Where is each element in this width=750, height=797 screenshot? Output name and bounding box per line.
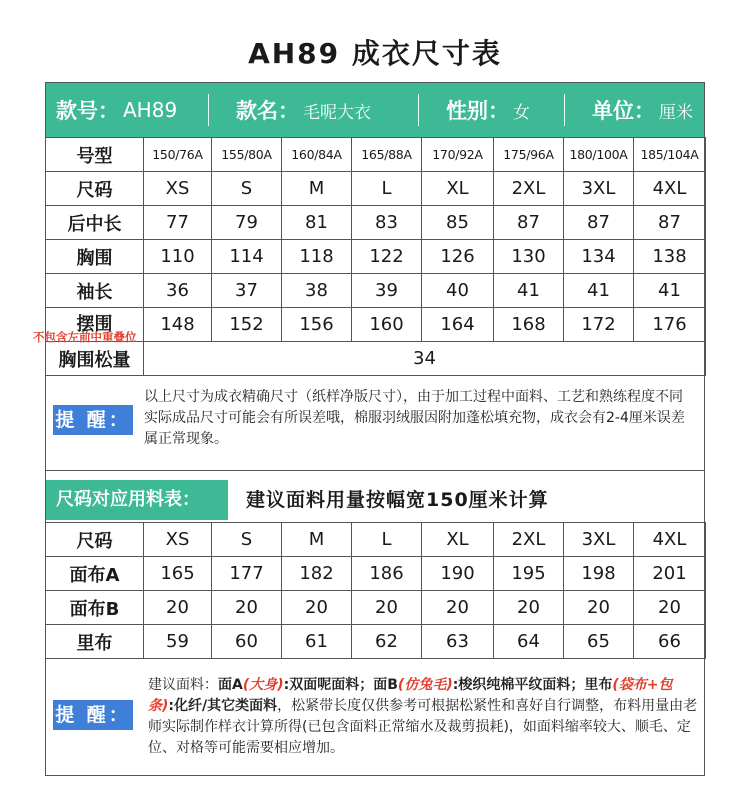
value-cell: 77 bbox=[144, 206, 212, 240]
value-cell: 122 bbox=[352, 240, 422, 274]
style-name-label: 款名： bbox=[236, 99, 299, 123]
tip-box-1 bbox=[46, 375, 704, 471]
value-cell: 39 bbox=[352, 274, 422, 308]
fabric-section-title: 建议面料用量按幅宽150厘米计算 bbox=[246, 489, 549, 511]
advice-part: :双面呢面料；面B bbox=[283, 677, 398, 693]
value-cell: 110 bbox=[144, 240, 212, 274]
row-header: 胸围 bbox=[46, 240, 144, 274]
advice-part: 面A bbox=[218, 677, 243, 693]
value-cell: 164 bbox=[422, 308, 494, 342]
size-code-row bbox=[46, 138, 706, 172]
model-number bbox=[56, 83, 177, 137]
value-cell: 87 bbox=[564, 206, 634, 240]
tip-badge: 提 醒： bbox=[53, 700, 133, 730]
value-cell: 195 bbox=[494, 557, 564, 591]
value-cell: 114 bbox=[212, 240, 282, 274]
value-cell: 20 bbox=[282, 591, 352, 625]
divider bbox=[208, 94, 209, 126]
value-cell: 83 bbox=[352, 206, 422, 240]
value-cell: 87 bbox=[634, 206, 706, 240]
gender-value: 女 bbox=[513, 102, 530, 123]
fabric-advice-text bbox=[148, 675, 698, 759]
value-cell: 165 bbox=[144, 557, 212, 591]
size-sheet bbox=[33, 82, 705, 776]
row-header: 后中长 bbox=[46, 206, 144, 240]
size-cell: M bbox=[282, 523, 352, 557]
value-cell: 85 bbox=[422, 206, 494, 240]
size-code-cell: 165/88A bbox=[352, 138, 422, 172]
tip-text: 以上尺寸为成衣精确尺寸（纸样净版尺寸），由于加工过程中面料、工艺和熟练程度不同实际成品尺寸可能会有所误差哦，棉服羽绒服因附加蓬松填充物，成衣会有2-4厘米误差属正常现象。 bbox=[144, 389, 685, 447]
size-cell: 3XL bbox=[564, 172, 634, 206]
value-cell: 41 bbox=[564, 274, 634, 308]
size-cell: S bbox=[212, 172, 282, 206]
size-cell: XS bbox=[144, 523, 212, 557]
back-length-row bbox=[46, 206, 706, 240]
value-cell: 148 bbox=[144, 308, 212, 342]
advice-part: :梭织纯棉平纹面料；里布 bbox=[452, 677, 613, 693]
value-cell: 20 bbox=[564, 591, 634, 625]
advice-highlight: (袋布+包条) bbox=[148, 677, 673, 714]
fabric-size-row bbox=[46, 523, 706, 557]
row-header: 摆围 bbox=[46, 308, 144, 342]
value-cell: 156 bbox=[282, 308, 352, 342]
style-name bbox=[236, 83, 371, 137]
size-code-cell: 175/96A bbox=[494, 138, 564, 172]
size-cell: S bbox=[212, 523, 282, 557]
value-cell: 126 bbox=[422, 240, 494, 274]
row-header: 里布 bbox=[46, 625, 144, 659]
sleeve-row bbox=[46, 274, 706, 308]
value-cell: 152 bbox=[212, 308, 282, 342]
row-header: 面布B bbox=[46, 591, 144, 625]
value-cell: 201 bbox=[634, 557, 706, 591]
value-cell: 190 bbox=[422, 557, 494, 591]
value-cell: 20 bbox=[422, 591, 494, 625]
size-code-cell: 180/100A bbox=[564, 138, 634, 172]
value-cell: 66 bbox=[634, 625, 706, 659]
row-header: 袖长 bbox=[46, 274, 144, 308]
value-cell: 64 bbox=[494, 625, 564, 659]
size-code-cell: 155/80A bbox=[212, 138, 282, 172]
advice-highlight: (仿兔毛) bbox=[397, 677, 453, 693]
fabric-table bbox=[45, 522, 706, 659]
bust-row bbox=[46, 240, 706, 274]
tip-box-2 bbox=[46, 665, 704, 775]
tip-badge: 提 醒： bbox=[53, 405, 133, 435]
size-cell: L bbox=[352, 523, 422, 557]
lining-row bbox=[46, 625, 706, 659]
size-cell: 2XL bbox=[494, 523, 564, 557]
size-cell: 4XL bbox=[634, 172, 706, 206]
page-title: AH89 成衣尺寸表 bbox=[248, 37, 502, 70]
unit-value: 厘米 bbox=[659, 102, 693, 123]
size-code-cell: 170/92A bbox=[422, 138, 494, 172]
fabric-b-row bbox=[46, 591, 706, 625]
row-header: 胸围松量 bbox=[46, 342, 144, 376]
size-cell: 3XL bbox=[564, 523, 634, 557]
fabric-a-row bbox=[46, 557, 706, 591]
size-code-cell: 150/76A bbox=[144, 138, 212, 172]
value-cell: 63 bbox=[422, 625, 494, 659]
size-cell: 2XL bbox=[494, 172, 564, 206]
size-cell: L bbox=[352, 172, 422, 206]
value-cell: 20 bbox=[144, 591, 212, 625]
value-cell: 37 bbox=[212, 274, 282, 308]
advice-part: 建议面料： bbox=[148, 677, 218, 693]
value-cell: 182 bbox=[282, 557, 352, 591]
value-cell: 130 bbox=[494, 240, 564, 274]
value-cell: 160 bbox=[352, 308, 422, 342]
value-cell: 62 bbox=[352, 625, 422, 659]
advice-part: ，松紧带长度仅供参考可根据松紧性和喜好自行调整，布料用量由老师实际制作样衣计算所得(已包含面料正常缩水及裁剪损耗)，如面料缩率较大、顺毛、定位、对格等可能需要相应增加。 bbox=[148, 698, 698, 756]
value-cell: 38 bbox=[282, 274, 352, 308]
fabric-section-header bbox=[46, 480, 704, 520]
hem-row bbox=[46, 308, 706, 342]
size-code-cell: 185/104A bbox=[634, 138, 706, 172]
value-cell: 20 bbox=[212, 591, 282, 625]
divider bbox=[418, 94, 419, 126]
model-number-value: AH89 bbox=[123, 98, 178, 122]
row-header: 尺码 bbox=[46, 523, 144, 557]
gender bbox=[446, 83, 530, 137]
fabric-section-label: 尺码对应用料表： bbox=[46, 480, 228, 520]
value-cell: 61 bbox=[282, 625, 352, 659]
value-cell: 172 bbox=[564, 308, 634, 342]
value-cell: 138 bbox=[634, 240, 706, 274]
unit-label: 单位： bbox=[592, 99, 655, 123]
value-cell: 81 bbox=[282, 206, 352, 240]
row-header: 号型 bbox=[46, 138, 144, 172]
value-cell: 20 bbox=[634, 591, 706, 625]
value-cell: 198 bbox=[564, 557, 634, 591]
value-cell: 177 bbox=[212, 557, 282, 591]
value-cell: 79 bbox=[212, 206, 282, 240]
size-cell: XL bbox=[422, 523, 494, 557]
row-header: 尺码 bbox=[46, 172, 144, 206]
value-cell: 118 bbox=[282, 240, 352, 274]
value-cell: 186 bbox=[352, 557, 422, 591]
size-cell: XL bbox=[422, 172, 494, 206]
hem-note: 不包含左前中重叠位 bbox=[33, 330, 137, 344]
value-cell: 65 bbox=[564, 625, 634, 659]
value-cell: 168 bbox=[494, 308, 564, 342]
value-cell: 176 bbox=[634, 308, 706, 342]
ease-value: 34 bbox=[144, 342, 706, 376]
value-cell: 41 bbox=[634, 274, 706, 308]
gender-label: 性别： bbox=[446, 99, 509, 123]
value-cell: 60 bbox=[212, 625, 282, 659]
size-cell: XS bbox=[144, 172, 212, 206]
size-code-cell: 160/84A bbox=[282, 138, 352, 172]
value-cell: 134 bbox=[564, 240, 634, 274]
value-cell: 41 bbox=[494, 274, 564, 308]
row-header: 面布A bbox=[46, 557, 144, 591]
unit bbox=[592, 83, 693, 137]
value-cell: 20 bbox=[352, 591, 422, 625]
size-row bbox=[46, 172, 706, 206]
size-table bbox=[45, 137, 706, 376]
info-header-bar bbox=[46, 83, 704, 137]
value-cell: 36 bbox=[144, 274, 212, 308]
size-cell: 4XL bbox=[634, 523, 706, 557]
ease-row bbox=[46, 342, 706, 376]
style-name-value: 毛呢大衣 bbox=[303, 102, 371, 123]
model-number-label: 款号： bbox=[56, 99, 119, 123]
value-cell: 40 bbox=[422, 274, 494, 308]
size-cell: M bbox=[282, 172, 352, 206]
value-cell: 59 bbox=[144, 625, 212, 659]
value-cell: 20 bbox=[494, 591, 564, 625]
value-cell: 87 bbox=[494, 206, 564, 240]
advice-highlight: (大身) bbox=[242, 677, 284, 693]
divider bbox=[564, 94, 565, 126]
advice-part: :化纤/其它类面料 bbox=[168, 698, 278, 714]
